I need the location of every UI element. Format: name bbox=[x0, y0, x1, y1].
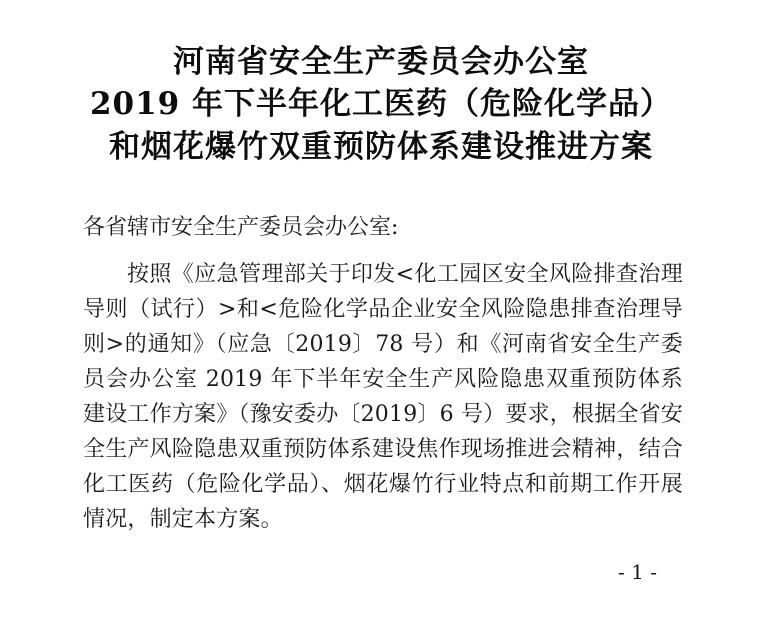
title-line-3: 和烟花爆竹双重预防体系建设推进方案 bbox=[109, 129, 653, 165]
salutation: 各省辖市安全生产委员会办公室: bbox=[83, 215, 399, 240]
title-line-1: 河南省安全生产委员会办公室 bbox=[173, 44, 589, 80]
title-line-2: 2019 年下半年化工医药（危险化学品） bbox=[89, 86, 673, 122]
page-number: - 1 - bbox=[618, 560, 657, 584]
body-paragraph: 按照《应急管理部关于印发<化工园区安全风险排查治理导则（试行）>和<危险化学品企业安全风险隐患排查治理导则>的通知》（应急〔2019〕78 号）和《河南省安全生产委员会办公室 2019 年下半年安全生产风险隐患双重预防体系建设工作方案》（豫安委办〔2019〕6 号）要求，根据全省安全生产风险隐患双重预防体系建设焦作现场推进会精神，结合化工医药（危险化学品）、烟花爆竹行业特点和前期工作开展情况，制定本方案。 bbox=[83, 262, 683, 532]
